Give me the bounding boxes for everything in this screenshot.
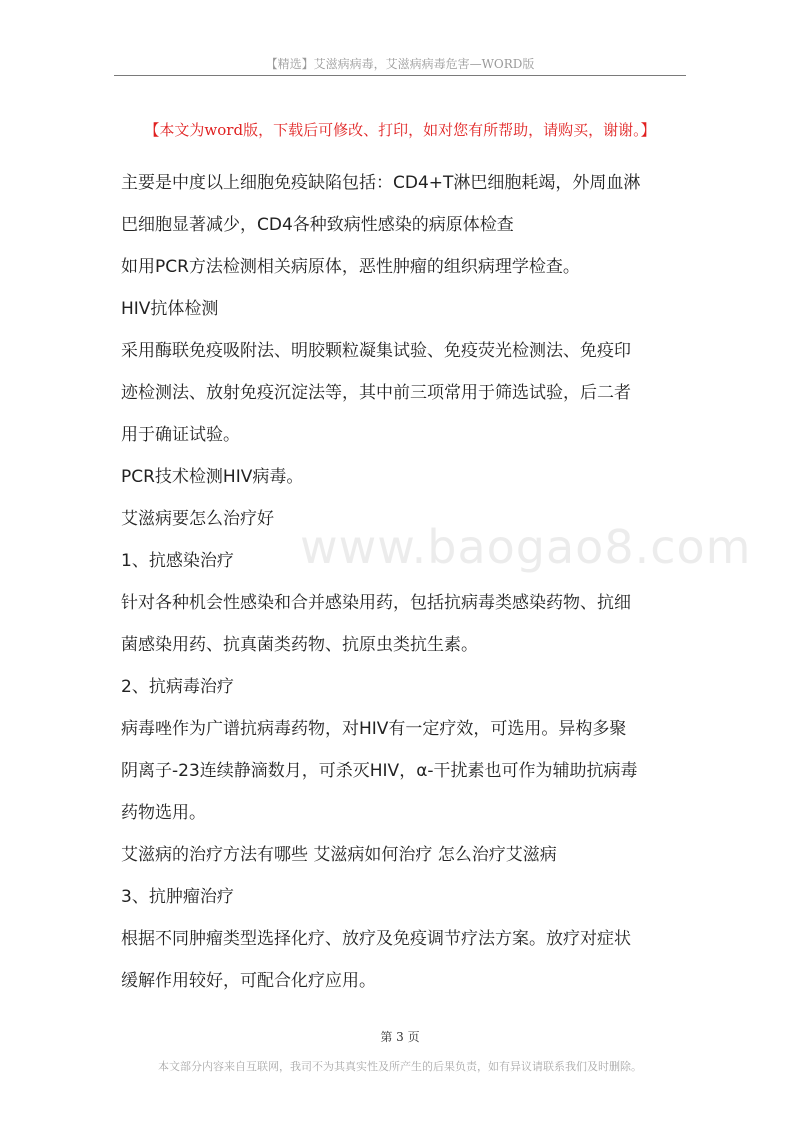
section-heading: 3、抗肿瘤治疗 xyxy=(121,887,234,907)
page-number: 第 3 页 xyxy=(380,1030,420,1044)
body-line: 艾滋病的治疗方法有哪些 艾滋病如何治疗 怎么治疗艾滋病 xyxy=(121,845,557,865)
header-divider xyxy=(114,75,686,76)
body-line: 药物选用。 xyxy=(121,803,206,823)
section-heading: 2、抗病毒治疗 xyxy=(121,677,234,697)
body-line: 采用酶联免疫吸附法、明胶颗粒凝集试验、免疫荧光检测法、免疫印 xyxy=(121,341,631,361)
body-line: 根据不同肿瘤类型选择化疗、放疗及免疫调节疗法方案。放疗对症状 xyxy=(121,929,631,949)
site-watermark: www.baogao8.com xyxy=(300,520,752,574)
section-heading: 1、抗感染治疗 xyxy=(121,551,234,571)
document-body xyxy=(121,162,686,1002)
body-line: 针对各种机会性感染和合并感染用药，包括抗病毒类感染药物、抗细 xyxy=(121,593,631,613)
body-line: 缓解作用较好，可配合化疗应用。 xyxy=(121,971,376,991)
body-line: 巴细胞显著减少，CD4各种致病性感染的病原体检查 xyxy=(121,215,514,235)
body-line: PCR技术检测HIV病毒。 xyxy=(121,467,304,487)
body-line: 迹检测法、放射免疫沉淀法等，其中前三项常用于筛选试验，后二者 xyxy=(121,383,631,403)
section-heading: 艾滋病要怎么治疗好 xyxy=(121,509,274,529)
page-footer-disclaimer: 本文部分内容来自互联网，我司不为其真实性及所产生的后果负责，如有异议请联系我们及时删除。 xyxy=(158,1060,642,1073)
body-line: 阴离子-23连续静滴数月，可杀灭HIV，α-干扰素也可作为辅助抗病毒 xyxy=(121,761,638,781)
body-line: 病毒唑作为广谱抗病毒药物，对HIV有一定疗效，可选用。异构多聚 xyxy=(121,719,627,739)
body-line: 如用PCR方法检测相关病原体，恶性肿瘤的组织病理学检查。 xyxy=(121,257,580,277)
section-heading: HIV抗体检测 xyxy=(121,299,219,319)
body-line: 菌感染用药、抗真菌类药物、抗原虫类抗生素。 xyxy=(121,635,478,655)
download-notice: 【本文为word版，下载后可修改、打印，如对您有所帮助，请购买，谢谢。】 xyxy=(144,121,656,139)
page-header-title: 【精选】艾滋病病毒，艾滋病病毒危害—WORD版 xyxy=(265,57,535,71)
body-line: 用于确证试验。 xyxy=(121,425,240,445)
body-line: 主要是中度以上细胞免疫缺陷包括：CD4+T淋巴细胞耗竭，外周血淋 xyxy=(121,173,641,193)
